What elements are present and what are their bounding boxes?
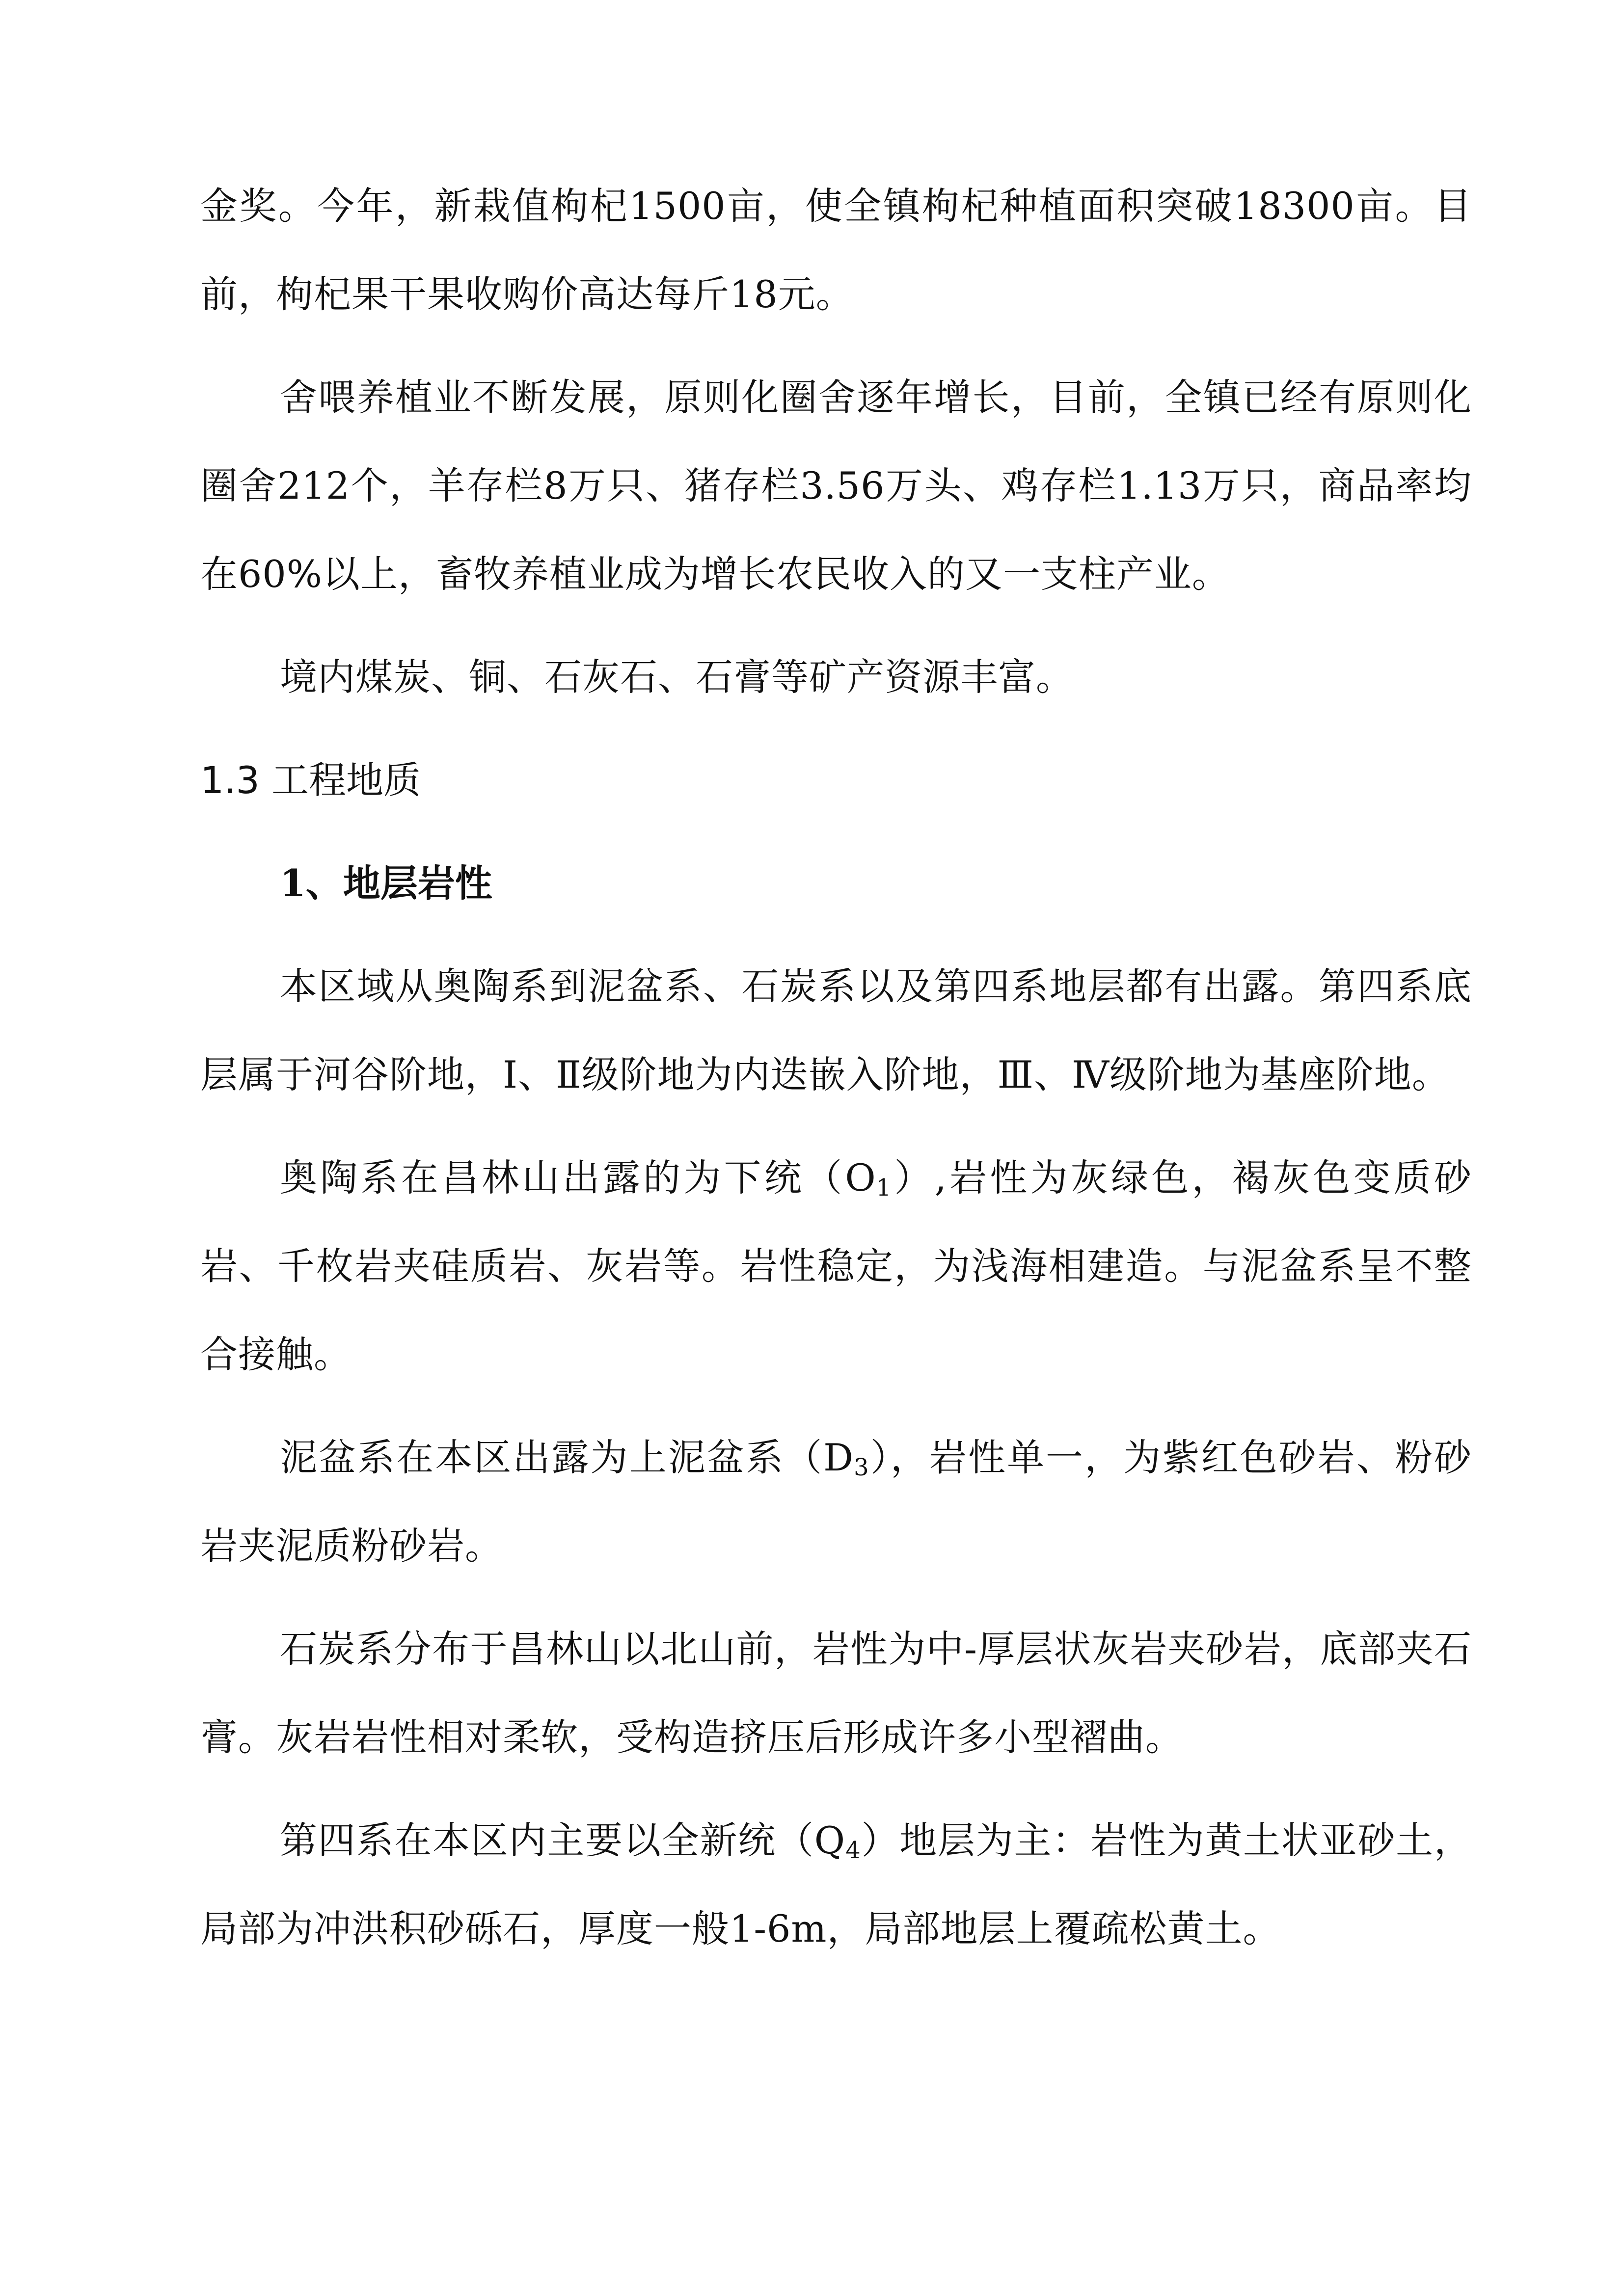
quaternary-text-a: 第四系在本区内主要以全新统（Q bbox=[280, 1818, 846, 1862]
subsection-heading: 1、地层岩性 bbox=[280, 861, 492, 905]
ordovician-subscript: 1 bbox=[876, 1174, 892, 1201]
quaternary-text-b: ）地层为主：岩性为黄土状亚砂土，局部为冲洪积砂砾石，厚度一般1-6m，局部地层上覆疏松黄土。 bbox=[200, 1818, 1472, 1950]
ordovician-text-b: ）,岩性为灰绿色，褐灰色变质砂岩、千枚岩夹硅质岩、灰岩等。岩性稳定，为浅海相建造。与泥盆系呈不整合接触。 bbox=[200, 1156, 1472, 1376]
paragraph-strata-overview: 本区域从奥陶系到泥盆系、石炭系以及第四系地层都有出露。第四系底层属于河谷阶地，Ⅰ、Ⅱ级阶地为内迭嵌入阶地，Ⅲ、Ⅳ级阶地为基座阶地。 bbox=[200, 964, 1472, 1096]
paragraph-livestock: 舍喂养植业不断发展，原则化圈舍逐年增长，目前，全镇已经有原则化圈舍212个，羊存栏8万只、猪存栏3.56万头、鸡存栏1.13万只，商品率均在60%以上，畜牧养植业成为增长农民收入的又一支柱产业。 bbox=[200, 375, 1472, 596]
paragraph-quaternary bbox=[200, 1796, 1472, 1973]
document-page bbox=[200, 162, 1472, 1973]
devonian-text-b: ），岩性单一，为紫红色砂岩、粉砂岩夹泥质粉砂岩。 bbox=[200, 1436, 1472, 1568]
paragraph-goji: 金奖。今年，新栽值枸杞1500亩，使全镇枸杞种植面积突破18300亩。目前，枸杞果干果收购价高达每斤18元。 bbox=[200, 184, 1472, 316]
devonian-subscript: 3 bbox=[854, 1454, 869, 1481]
paragraph-carboniferous: 石炭系分布于昌林山以北山前，岩性为中-厚层状灰岩夹砂岩，底部夹石膏。灰岩岩性相对柔软，受构造挤压后形成许多小型褶曲。 bbox=[200, 1627, 1472, 1759]
paragraph-ordovician bbox=[200, 1134, 1472, 1399]
quaternary-subscript: 4 bbox=[845, 1837, 861, 1864]
ordovician-text-a: 奥陶系在昌林山出露的为下统（O bbox=[280, 1156, 876, 1200]
section-title: 工程地质 bbox=[271, 758, 421, 802]
paragraph-minerals: 境内煤炭、铜、石灰石、石膏等矿产资源丰富。 bbox=[280, 655, 1074, 699]
section-number: 1.3 bbox=[200, 758, 260, 802]
section-heading bbox=[200, 736, 1472, 825]
paragraph-devonian bbox=[200, 1414, 1472, 1590]
devonian-text-a: 泥盆系在本区出露为上泥盆系（D bbox=[280, 1436, 854, 1479]
